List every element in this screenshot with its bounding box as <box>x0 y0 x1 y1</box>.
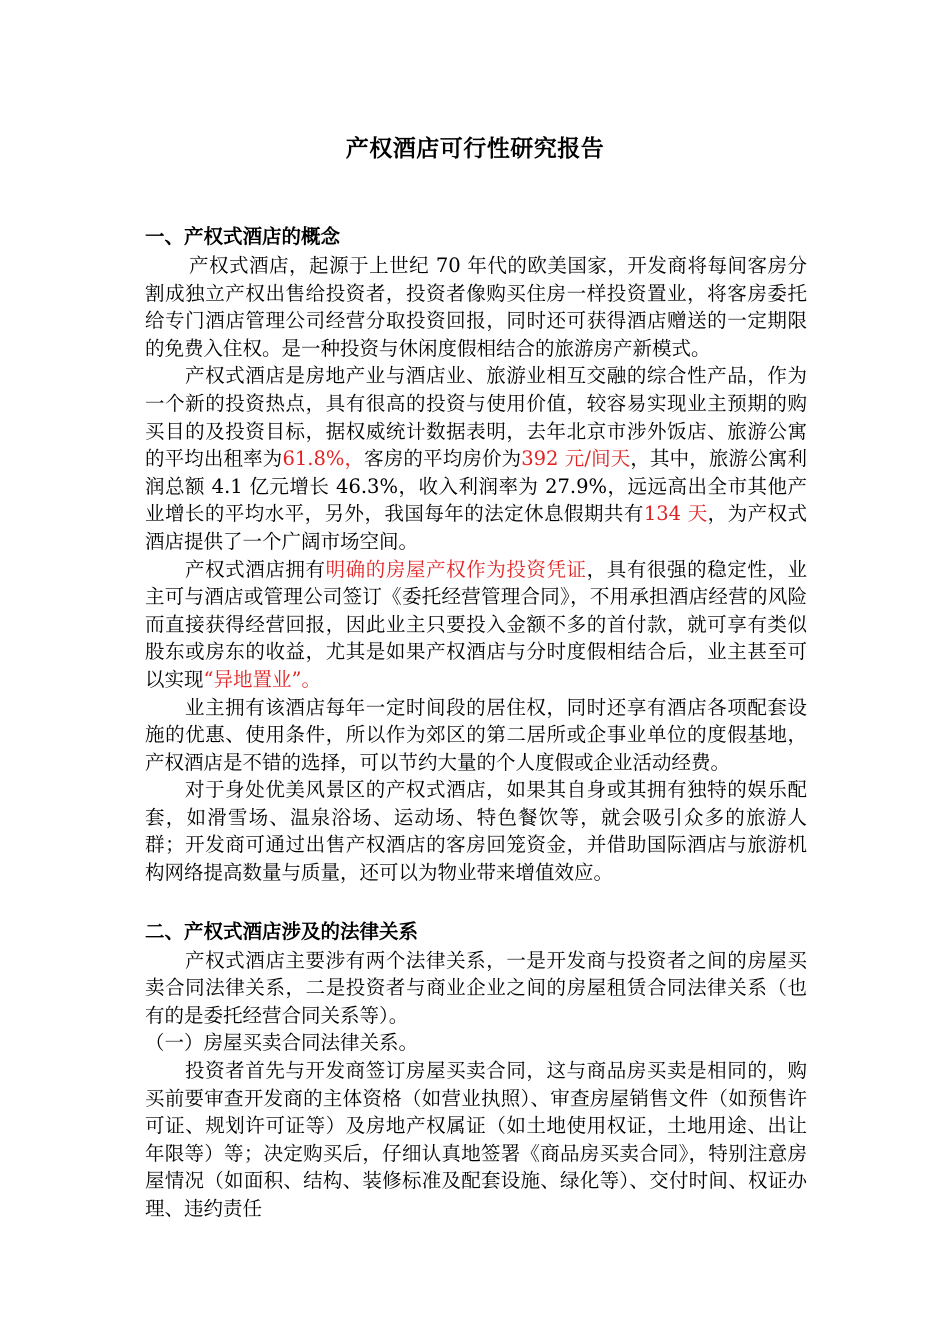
subheading-sales-contract: （一）房屋买卖合同法律关系。 <box>145 1031 419 1055</box>
document-body <box>145 222 807 1223</box>
paragraph-residence-rights: 业主拥有该酒店每年一定时间段的居住权，同时还享有酒店各项配套设施的优惠、使用条件，所以作为郊区的第二居所或企事业单位的度假基地，产权酒店是不错的选择，可以节约大量的个人度假或企业活动经费。 <box>145 695 807 774</box>
paragraph-text: ，为产权式酒店提供了一个广阔市场空间。 <box>145 502 807 553</box>
paragraph-market-data <box>145 362 807 555</box>
paragraph-text: 产权式酒店是房地产业与酒店业、旅游业相互交融的综合性产品，作为一个新的投资热点，具有很高的投资与使用价值，较容易实现业主预期的购买目的及投资目标，据权威统计数据表明，去年北京市涉外饭店、旅游公寓的平均出租率为 <box>145 364 807 471</box>
section-heading-legal: 二、产权式酒店涉及的法律关系 <box>145 919 419 943</box>
paragraph-legal-relations: 产权式酒店主要涉有两个法律关系，一是开发商与投资者之间的房屋买卖合同法律关系，二是投资者与商业企业之间的房屋租赁合同法律关系（也有的是委托经营合同关系等）。 <box>145 948 807 1027</box>
paragraph-origin: 产权式酒店，起源于上世纪 70 年代的欧美国家，开发商将每间客房分割成独立产权出售给投资者，投资者像购买住房一样投资置业，将客房委托给专门酒店管理公司经营分取投资回报，同时还可获得酒店赠送的一定期限的免费入住权。是一种投资与休闲度假相结合的旅游房产新模式。 <box>145 254 807 360</box>
paragraph-text: ，其中，旅游公寓利润总额 4.1 亿元增长 46.3%，收入利润率为 27.9%，远远高出全市其他产业增长的平均水平，另外，我国每年的法定休息假期共有 <box>145 447 807 526</box>
paragraph-property-rights <box>145 556 807 694</box>
highlight-remote-property: “异地置业”。 <box>203 667 321 691</box>
highlight-occupancy-rate: 61.8%， <box>282 447 365 471</box>
highlight-investment-proof: 明确的房屋产权作为投资凭证 <box>325 557 587 581</box>
highlight-room-price: 392 元/间天 <box>521 447 631 471</box>
section-spacer <box>145 887 807 917</box>
paragraph-sales-contract: 投资者首先与开发商签订房屋买卖合同，这与商品房买卖是相同的，购买前要审查开发商的主体资格（如营业执照）、审查房屋销售文件（如预售许可证、规划许可证等）及房地产权属证（如土地使用权证，土地用途、出让年限等）等；决定购买后，仔细认真地签署《商品房买卖合同》，特别注意房屋情况（如面积、结构、装修标准及配套设施、绿化等）、交付时间、权证办理、违约责任 <box>145 1059 807 1220</box>
paragraph-scenic-area: 对于身处优美风景区的产权式酒店，如果其自身或其拥有独特的娱乐配套，如滑雪场、温泉浴场、运动场、特色餐饮等，就会吸引众多的旅游人群；开发商可通过出售产权酒店的客房回笼资金，并借助国际酒店与旅游机构网络提高数量与质量，还可以为物业带来增值效应。 <box>145 778 807 885</box>
paragraph-text: 产权式酒店拥有 <box>185 557 326 581</box>
section-heading-concept: 一、产权式酒店的概念 <box>145 225 341 248</box>
highlight-holiday-days: 134 天 <box>643 502 708 526</box>
paragraph-text: 客房的平均房价为 <box>364 447 522 471</box>
paragraph-text: ，具有很强的稳定性，业主可与酒店或管理公司签订《委托经营管理合同》，不用承担酒店经营的风险而直接获得经营回报，因此业主只要投入金额不多的首付款，就可享有类似股东或房东的收益，尤其是如果产权酒店与分时度假相结合后，业主甚至可以实现 <box>145 557 807 691</box>
page-title: 产权酒店可行性研究报告 <box>345 136 605 162</box>
